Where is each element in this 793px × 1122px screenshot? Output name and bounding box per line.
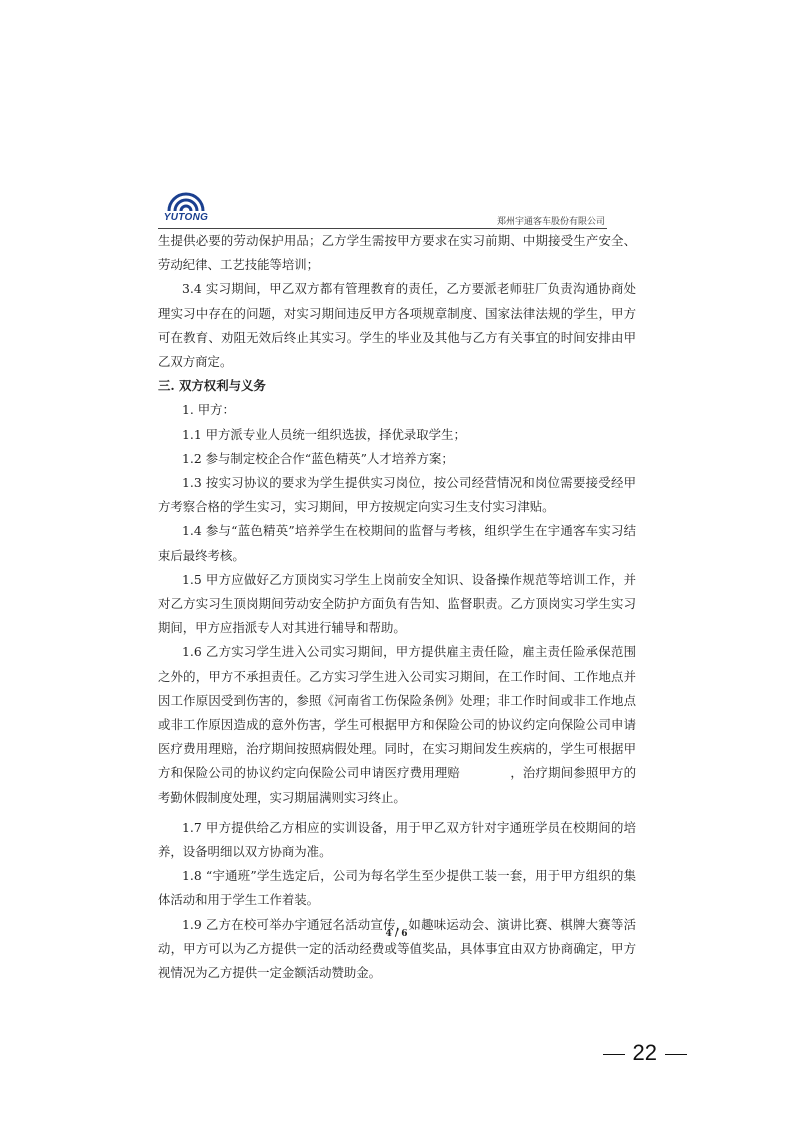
paragraph: 1.1 甲方派专业人员统一组织选拔，择优录取学生； — [182, 426, 466, 442]
paragraph: 1.4 参与“蓝色精英”培养学生在校期间的监督与考核，组织学生在宇通客车实习结束后最终考核。 — [158, 523, 636, 563]
paragraph: 1.7 甲方提供给乙方相应的实训设备，用于甲乙双方针对宇通班学员在校期间的培养，设备明细以双方协商为准。 — [158, 819, 636, 860]
paragraph: 生提供必要的劳动保护用品；乙方学生需按甲方要求在实习前期、中期接受生产安全、劳动纪律、工艺技能等培训； — [158, 233, 636, 273]
document-body — [158, 229, 636, 985]
company-name: 郑州宇通客车股份有限公司 — [496, 217, 605, 227]
yutong-logo — [160, 190, 212, 230]
paragraph: 1.8 “宇通班”学生选定后，公司为每名学生至少提供工装一套，用于甲方组织的集体活动和用于学生工作着装。 — [158, 868, 636, 908]
footer-dash-right — [665, 1054, 687, 1055]
paragraph: 1.6 乙方实习学生进入公司实习期间，甲方提供雇主责任险，雇主责任险承保范围之外的，甲方不承担责任。乙方实习学生进入公司实习期间，在工作时间、工作地点并因工作原因受到伤害的，参照《河南省工伤保险条例》处理；非工作时间或非工作地点或非工作原因造成的意外伤害，学生可根据甲方和保险公司的协议约定向保险公司申请医疗费用理赔，治疗期间按照病假处理。同时，在实习期间发生疾病的，学生可根据甲方和保险公司的协议约定向保险公司申请医疗费用理赔 ，治疗期间参照甲方的考勤休假制度处理，实习期届满则实习终止。 — [158, 644, 636, 805]
yutong-arc-icon — [166, 190, 206, 212]
page-number: 4 / 6 — [385, 929, 408, 939]
paragraph: 1.5 甲方应做好乙方顶岗实习学生上岗前安全知识、设备操作规范等培训工作，并对乙方实习生顶岗期间劳动安全防护方面负有告知、监督职责。乙方顶岗实习学生实习期间，甲方应指派专人对其进行辅导和帮助。 — [158, 571, 636, 636]
paragraph: 1. 甲方： — [182, 402, 235, 418]
footer-dash-left — [603, 1054, 625, 1055]
paragraph: 1.2 参与制定校企合作“蓝色精英”人才培养方案； — [182, 450, 454, 466]
footer-page-number — [595, 1040, 695, 1066]
section-heading: 三. 双方权利与义务 — [158, 378, 266, 394]
footer-number-text: 22 — [632, 1040, 657, 1065]
paragraph: 3.4 实习期间，甲乙双方都有管理教育的责任，乙方要派老师驻厂负责沟通协商处理实习中存在的问题，对实习期间违反甲方各项规章制度、国家法律法规的学生，甲方可在教育、劝阻无效后终止其实习。学生的毕业及其他与乙方有关事宜的时间安排由甲乙双方商定。 — [158, 281, 636, 370]
logo-text: YUTONG — [163, 212, 209, 223]
paragraph: 1.3 按实习协议的要求为学生提供实习岗位，按公司经营情况和岗位需要接受经甲方考察合格的学生实习，实习期间，甲方按规定向实习生支付实习津贴。 — [158, 475, 636, 515]
paragraph: 1.9 乙方在校可举办宇通冠名活动宣传，如趣味运动会、演讲比赛、棋牌大赛等活动，甲方可以为乙方提供一定的活动经费或等值奖品，具体事宜由双方协商确定，甲方视情况为乙方提供一定金额活动赞助金。 — [158, 916, 636, 981]
